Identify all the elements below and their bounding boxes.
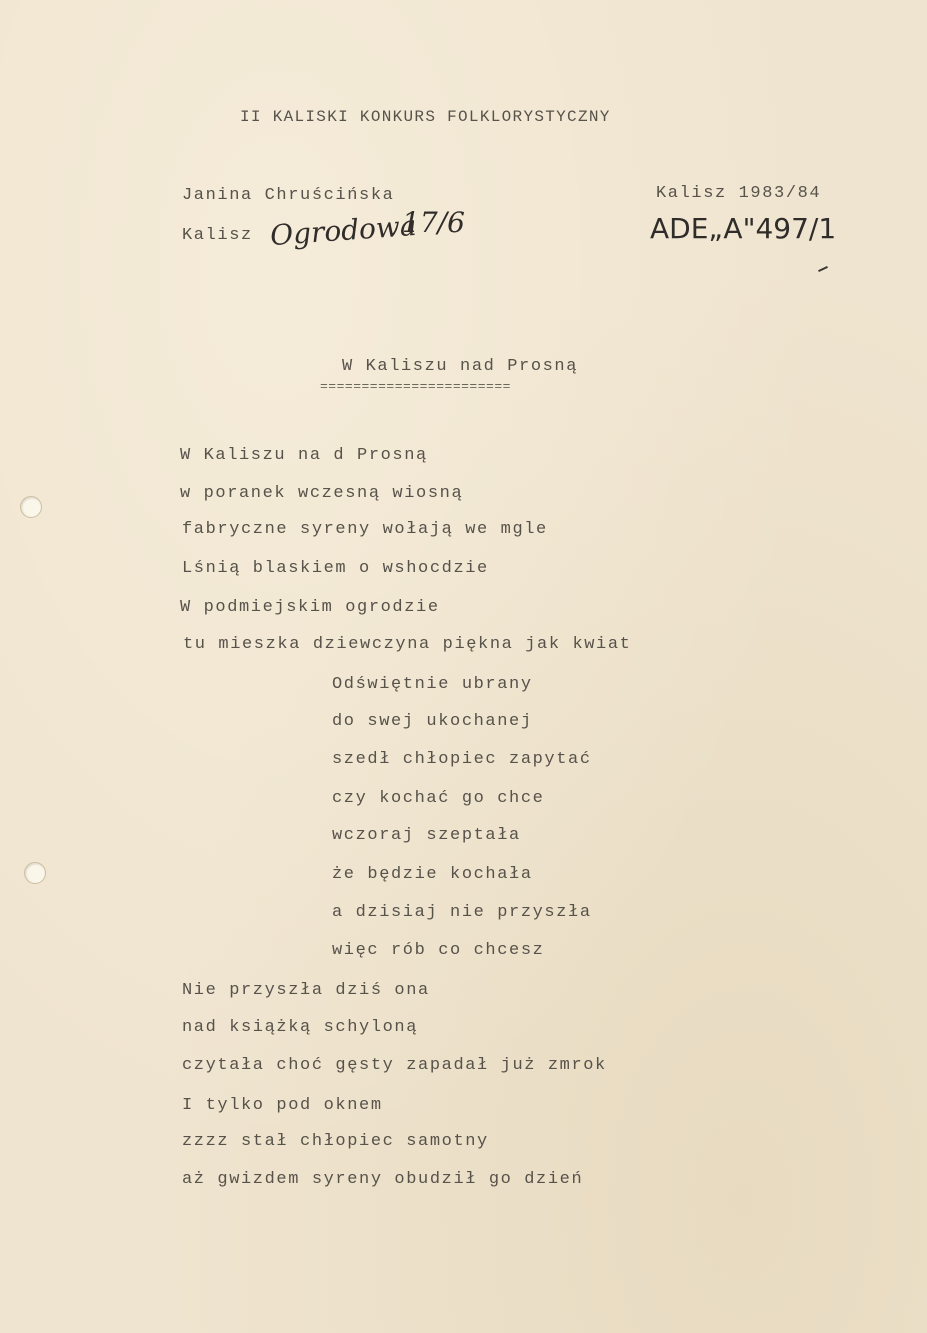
- refrain-line: więc rób co chcesz: [332, 941, 545, 960]
- refrain-line: a dzisiaj nie przyszła: [332, 903, 592, 922]
- pen-tick-mark: [818, 266, 828, 272]
- verse-line: W Kaliszu na d Prosną: [180, 446, 428, 465]
- author-name: Janina Chruścińska: [182, 186, 395, 205]
- verse-line: Nie przyszła dziś ona: [182, 981, 430, 1000]
- refrain-line: do swej ukochanej: [332, 712, 533, 731]
- archive-code-handwritten: ADE„A"497/1: [650, 212, 837, 245]
- refrain-line: czy kochać go chce: [332, 789, 545, 808]
- verse-line: fabryczne syreny wołają we mgle: [182, 520, 548, 539]
- verse-line: w poranek wczesną wiosną: [180, 484, 464, 503]
- author-city: Kalisz: [182, 226, 253, 245]
- author-number-handwritten: 17/6: [402, 206, 465, 239]
- refrain-line: szedł chłopiec zapytać: [332, 750, 592, 769]
- document-header-title: II KALISKI KONKURS FOLKLORYSTYCZNY: [240, 108, 611, 126]
- verse-line: W podmiejskim ogrodzie: [180, 598, 440, 617]
- refrain-line: że będzie kochała: [332, 865, 533, 884]
- refrain-line: wczoraj szeptała: [332, 826, 521, 845]
- poem-title: W Kaliszu nad Prosną: [342, 357, 579, 376]
- verse-line: zzzz stał chłopiec samotny: [182, 1132, 489, 1151]
- verse-line: Lśnią blaskiem o wshocdzie: [182, 559, 489, 578]
- verse-line: aż gwizdem syreny obudził go dzień: [182, 1170, 584, 1189]
- verse-line: tu mieszka dziewczyna piękna jak kwiat: [183, 635, 632, 654]
- refrain-line: Odświętnie ubrany: [332, 675, 533, 694]
- verse-line: czytała choć gęsty zapadał już zmrok: [182, 1056, 607, 1075]
- verse-line: I tylko pod oknem: [182, 1096, 383, 1115]
- place-date: Kalisz 1983/84: [656, 184, 822, 203]
- verse-line: nad książką schyloną: [182, 1018, 419, 1037]
- poem-title-underline: =======================: [320, 379, 511, 394]
- punch-hole-top: [20, 496, 42, 518]
- author-street-handwritten: Ogrodowa: [269, 208, 418, 253]
- punch-hole-bottom: [24, 862, 46, 884]
